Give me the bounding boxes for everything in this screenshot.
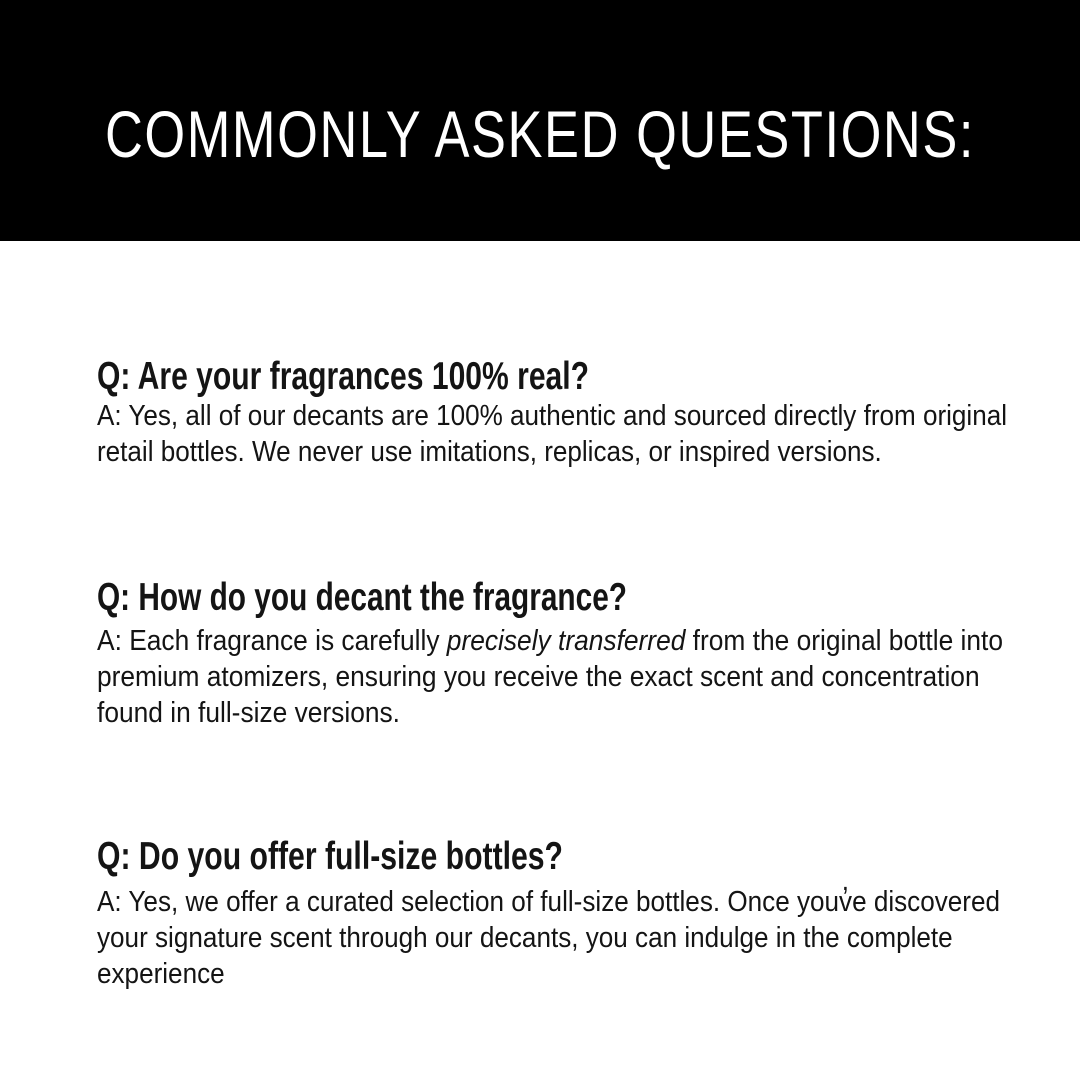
answer-2-line-1-pre: A: Each fragrance is carefully (97, 625, 447, 657)
question-2: Q: How do you decant the fragrance? (97, 576, 627, 620)
page-title: COMMONLY ASKED QUESTIONS: (105, 97, 975, 171)
question-1: Q: Are your fragrances 100% real? (97, 355, 589, 399)
answer-2-line-1-post: from the original bottle into (685, 625, 1003, 657)
answer-1 (97, 398, 1007, 470)
answer-2 (97, 623, 1003, 731)
header-band (0, 0, 1080, 241)
answer-3 (97, 884, 1000, 992)
answer-2-line-3: found in full-size versions. (97, 697, 400, 729)
answer-3-line-3: experience (97, 958, 225, 990)
answer-1-line-1: A: Yes, all of our decants are 100% authentic and sourced directly from original (97, 400, 1007, 432)
answer-2-line-2: premium atomizers, ensuring you receive the exact scent and concentration (97, 661, 980, 693)
question-3: Q: Do you offer full-size bottles? (97, 835, 563, 879)
answer-2-line-1 (97, 623, 1003, 659)
answer-3-line-2: your signature scent through our decants, you can indulge in the complete (97, 922, 953, 954)
answer-1-line-2: retail bottles. We never use imitations, replicas, or inspired versions. (97, 436, 882, 468)
answer-2-line-1-italic: precisely transferred (446, 625, 686, 657)
answer-3-line-1: A: Yes, we offer a curated selection of full-size bottles. Once youv̓e discovered (97, 886, 1000, 918)
